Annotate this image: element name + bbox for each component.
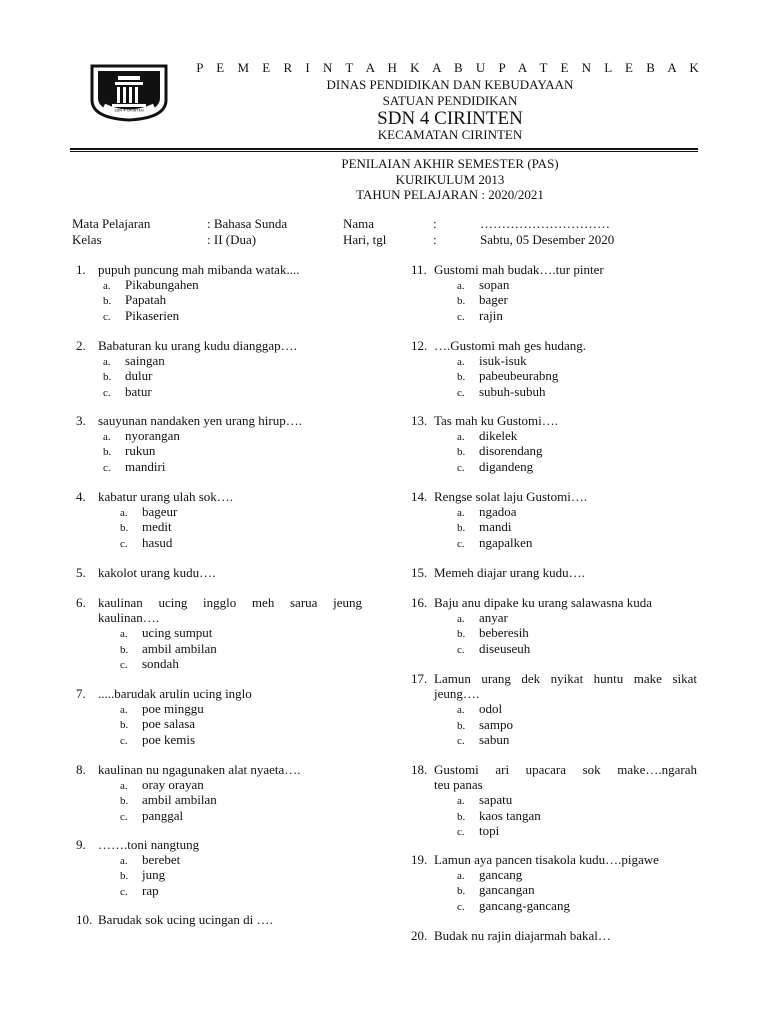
school-logo bbox=[88, 60, 170, 122]
question-text-continued: teu panas bbox=[434, 777, 483, 793]
answer-option bbox=[457, 701, 502, 717]
answer-option bbox=[457, 535, 532, 551]
option-letter: c. bbox=[457, 310, 465, 323]
exam-title: PENILAIAN AKHIR SEMESTER (PAS) bbox=[341, 156, 559, 171]
answer-option bbox=[457, 867, 522, 883]
question-text: sauyunan nandaken yen urang hirup…. bbox=[98, 413, 302, 428]
question-number: 8. bbox=[76, 762, 86, 777]
option-letter: b. bbox=[103, 371, 112, 384]
svg-text:SDN 4 CIRINTEN: SDN 4 CIRINTEN bbox=[114, 108, 144, 113]
subject-value: : Bahasa Sunda bbox=[207, 216, 288, 231]
answer-option bbox=[120, 625, 212, 641]
question-number: 13. bbox=[411, 413, 428, 428]
option-letter: c. bbox=[457, 900, 465, 913]
answer-option bbox=[457, 292, 508, 308]
answer-option bbox=[103, 428, 180, 444]
answer-option bbox=[457, 641, 530, 657]
option-letter: c. bbox=[457, 643, 465, 656]
option-text: beberesih bbox=[479, 625, 529, 641]
option-text: gancangan bbox=[479, 882, 535, 898]
name-value: ………………………… bbox=[480, 216, 610, 231]
question-text: Babaturan ku urang kudu dianggap…. bbox=[98, 338, 297, 353]
option-letter: a. bbox=[120, 507, 128, 520]
answer-option bbox=[457, 353, 527, 369]
option-text: dikelek bbox=[479, 428, 518, 444]
question-text: ….Gustomi mah ges hudang. bbox=[434, 338, 587, 353]
answer-option bbox=[120, 777, 204, 793]
option-text: gancang bbox=[479, 867, 523, 883]
question-number: 2. bbox=[76, 338, 86, 353]
option-text: pabeubeurabng bbox=[479, 368, 559, 384]
answer-option bbox=[120, 852, 180, 868]
option-letter: b. bbox=[120, 870, 129, 883]
option-text: dulur bbox=[125, 368, 153, 384]
answer-option bbox=[457, 384, 545, 400]
day-value: Sabtu, 05 Desember 2020 bbox=[480, 232, 615, 247]
question-number: 3. bbox=[76, 413, 86, 428]
option-text: hasud bbox=[142, 534, 173, 550]
exam-year: TAHUN PELAJARAN : 2020/2021 bbox=[356, 187, 544, 202]
option-text: bager bbox=[479, 292, 508, 308]
option-text: ucing sumput bbox=[142, 625, 213, 641]
answer-option bbox=[103, 277, 199, 293]
question-number: 10. bbox=[76, 912, 93, 927]
option-letter: a. bbox=[120, 855, 128, 868]
question-number: 19. bbox=[411, 852, 428, 867]
answer-option bbox=[103, 459, 165, 475]
option-text: mandi bbox=[479, 519, 512, 535]
option-text: sapatu bbox=[479, 792, 513, 808]
answer-option bbox=[457, 898, 570, 914]
option-letter: b. bbox=[457, 371, 466, 384]
option-letter: c. bbox=[120, 537, 128, 550]
option-letter: b. bbox=[120, 643, 129, 656]
option-text: ambil ambilan bbox=[142, 792, 217, 808]
header-government: P E M E R I N T A H K A B U P A T E N L E B A K bbox=[196, 60, 704, 75]
subject-label: Mata Pelajaran bbox=[72, 216, 151, 231]
answer-option bbox=[457, 717, 513, 733]
option-text: disorendang bbox=[479, 443, 543, 459]
option-text: panggal bbox=[142, 807, 184, 823]
question-text-continued: kaulinan…. bbox=[98, 610, 160, 626]
option-text: topi bbox=[479, 822, 500, 838]
option-text: berebet bbox=[142, 852, 181, 868]
answer-option bbox=[457, 459, 533, 475]
answer-option bbox=[103, 368, 152, 384]
option-letter: a. bbox=[457, 431, 465, 444]
question-text: Lamun urang dek nyikat huntu make sikat bbox=[434, 671, 697, 686]
exam-curriculum: KURIKULUM 2013 bbox=[395, 172, 505, 187]
answer-option bbox=[457, 504, 517, 520]
option-text: sopan bbox=[479, 277, 510, 293]
answer-option bbox=[103, 292, 166, 308]
answer-option bbox=[120, 519, 172, 535]
question-number: 11. bbox=[411, 262, 427, 277]
header-district: KECAMATAN CIRINTEN bbox=[377, 127, 523, 142]
option-letter: a. bbox=[103, 356, 111, 369]
answer-option bbox=[457, 519, 512, 535]
question-text: kaulinan nu ngagunaken alat nyaeta…. bbox=[98, 762, 301, 777]
name-label: Nama bbox=[343, 216, 375, 231]
option-text: diseuseuh bbox=[479, 640, 531, 656]
option-text: rukun bbox=[125, 443, 156, 459]
answer-option bbox=[457, 808, 541, 824]
question-text: Rengse solat laju Gustomi…. bbox=[434, 489, 588, 504]
option-text: poe minggu bbox=[142, 701, 204, 717]
option-text: kaos tangan bbox=[479, 807, 541, 823]
option-text: anyar bbox=[479, 610, 508, 626]
name-colon: : bbox=[433, 216, 437, 231]
answer-option bbox=[457, 610, 508, 626]
option-text: poe salasa bbox=[142, 716, 196, 732]
question-number: 14. bbox=[411, 489, 428, 504]
option-text: rajin bbox=[479, 307, 503, 323]
option-letter: c. bbox=[103, 461, 111, 474]
option-letter: a. bbox=[457, 704, 465, 717]
option-text: gancang-gancang bbox=[479, 897, 570, 913]
answer-option bbox=[457, 792, 512, 808]
option-text: batur bbox=[125, 383, 152, 399]
option-letter: b. bbox=[457, 522, 466, 535]
option-text: sampo bbox=[479, 716, 513, 732]
option-letter: a. bbox=[103, 280, 111, 293]
option-text: nyorangan bbox=[125, 428, 180, 444]
option-letter: b. bbox=[457, 810, 466, 823]
option-letter: c. bbox=[103, 310, 111, 323]
question-text: Memeh diajar urang kudu…. bbox=[434, 565, 585, 580]
question-number: 17. bbox=[411, 671, 428, 686]
option-text: oray orayan bbox=[142, 777, 204, 793]
option-letter: c. bbox=[103, 386, 111, 399]
option-text: medit bbox=[142, 519, 172, 535]
answer-option bbox=[120, 656, 179, 672]
option-text: bageur bbox=[142, 504, 178, 520]
question-text: Baju anu dipake ku urang salawasna kuda bbox=[434, 595, 653, 610]
answer-option bbox=[120, 732, 195, 748]
option-letter: a. bbox=[457, 870, 465, 883]
answer-option bbox=[457, 732, 509, 748]
question-number: 6. bbox=[76, 595, 86, 610]
header-school: SDN 4 CIRINTEN bbox=[377, 108, 523, 129]
question-text: Gustomi ari upacara sok make….ngarah bbox=[434, 762, 697, 777]
option-letter: c. bbox=[457, 461, 465, 474]
option-text: digandeng bbox=[479, 458, 534, 474]
answer-option bbox=[457, 308, 503, 324]
option-letter: b. bbox=[457, 628, 466, 641]
option-letter: a. bbox=[457, 507, 465, 520]
option-letter: a. bbox=[120, 628, 128, 641]
option-letter: a. bbox=[120, 704, 128, 717]
question-number: 9. bbox=[76, 837, 86, 852]
option-text: odol bbox=[479, 701, 503, 717]
option-letter: c. bbox=[120, 885, 128, 898]
question-number: 16. bbox=[411, 595, 428, 610]
answer-option bbox=[457, 625, 529, 641]
option-letter: c. bbox=[457, 734, 465, 747]
option-letter: b. bbox=[457, 719, 466, 732]
option-text: sondah bbox=[142, 655, 179, 671]
option-text: rap bbox=[142, 882, 159, 898]
answer-option bbox=[120, 701, 204, 717]
answer-option bbox=[120, 641, 217, 657]
answer-option bbox=[103, 384, 152, 400]
option-text: saingan bbox=[125, 353, 165, 369]
option-letter: b. bbox=[457, 295, 466, 308]
option-letter: a. bbox=[457, 613, 465, 626]
question-text: Gustomi mah budak….tur pinter bbox=[434, 262, 604, 277]
option-letter: c. bbox=[457, 537, 465, 550]
option-text: jung bbox=[142, 867, 166, 883]
answer-option bbox=[103, 308, 179, 324]
question-number: 18. bbox=[411, 762, 428, 777]
option-letter: c. bbox=[457, 386, 465, 399]
class-label: Kelas bbox=[72, 232, 102, 247]
answer-option bbox=[103, 353, 165, 369]
option-text: sabun bbox=[479, 731, 510, 747]
question-text: kakolot urang kudu…. bbox=[98, 565, 216, 580]
answer-option bbox=[120, 535, 172, 551]
option-letter: c. bbox=[120, 658, 128, 671]
option-text: mandiri bbox=[125, 458, 166, 474]
answer-option bbox=[457, 428, 517, 444]
option-letter: a. bbox=[120, 780, 128, 793]
option-text: ambil ambilan bbox=[142, 640, 217, 656]
option-letter: b. bbox=[103, 446, 112, 459]
option-text: poe kemis bbox=[142, 731, 196, 747]
question-number: 5. bbox=[76, 565, 86, 580]
answer-option bbox=[457, 823, 499, 839]
option-letter: c. bbox=[120, 810, 128, 823]
option-letter: a. bbox=[457, 795, 465, 808]
day-colon: : bbox=[433, 232, 437, 247]
option-text: subuh-subuh bbox=[479, 383, 546, 399]
option-letter: b. bbox=[457, 446, 466, 459]
answer-option bbox=[120, 716, 195, 732]
question-text: pupuh puncung mah mibanda watak.... bbox=[98, 262, 300, 277]
question-text: kaulinan ucing ingglo meh sarua jeung bbox=[98, 595, 362, 610]
question-text-continued: jeung…. bbox=[434, 686, 480, 702]
option-text: ngapalken bbox=[479, 534, 533, 550]
option-letter: a. bbox=[103, 431, 111, 444]
answer-option bbox=[457, 443, 543, 459]
header-rule-thick bbox=[70, 148, 698, 150]
option-letter: b. bbox=[457, 885, 466, 898]
option-text: Papatah bbox=[125, 292, 167, 308]
answer-option bbox=[457, 882, 535, 898]
option-text: ngadoa bbox=[479, 504, 517, 520]
option-letter: c. bbox=[457, 825, 465, 838]
question-number: 1. bbox=[76, 262, 86, 277]
question-text: Lamun aya pancen tisakola kudu….pigawe bbox=[434, 852, 659, 867]
question-number: 7. bbox=[76, 686, 86, 701]
option-text: isuk-isuk bbox=[479, 353, 527, 369]
answer-option bbox=[120, 883, 159, 899]
question-text: kabatur urang ulah sok…. bbox=[98, 489, 234, 504]
question-number: 15. bbox=[411, 565, 428, 580]
option-letter: c. bbox=[120, 734, 128, 747]
answer-option bbox=[103, 443, 155, 459]
question-text: …….toni nangtung bbox=[98, 837, 200, 852]
option-text: Pikabungahen bbox=[125, 277, 199, 293]
question-number: 12. bbox=[411, 338, 428, 353]
option-letter: b. bbox=[103, 295, 112, 308]
answer-option bbox=[457, 277, 509, 293]
option-text: Pikaserien bbox=[125, 307, 180, 323]
question-text: .....barudak arulin ucing inglo bbox=[98, 686, 252, 701]
header-unit: SATUAN PENDIDIKAN bbox=[382, 93, 518, 108]
option-letter: a. bbox=[457, 356, 465, 369]
header-rule-thin bbox=[70, 151, 698, 152]
option-letter: a. bbox=[457, 280, 465, 293]
answer-option bbox=[457, 368, 558, 384]
question-text: Barudak sok ucing ucingan di …. bbox=[98, 912, 273, 927]
answer-option bbox=[120, 504, 177, 520]
question-text: Tas mah ku Gustomi…. bbox=[434, 413, 559, 428]
day-label: Hari, tgl bbox=[343, 232, 387, 247]
question-number: 20. bbox=[411, 928, 428, 943]
answer-option bbox=[120, 808, 183, 824]
answer-option bbox=[120, 867, 165, 883]
class-value: : II (Dua) bbox=[207, 232, 257, 247]
header-department: DINAS PENDIDIKAN DAN KEBUDAYAAN bbox=[326, 77, 574, 92]
answer-option bbox=[120, 792, 217, 808]
question-text: Budak nu rajin diajarmah bakal… bbox=[434, 928, 611, 943]
option-letter: b. bbox=[120, 522, 129, 535]
option-letter: b. bbox=[120, 795, 129, 808]
question-number: 4. bbox=[76, 489, 86, 504]
option-letter: b. bbox=[120, 719, 129, 732]
